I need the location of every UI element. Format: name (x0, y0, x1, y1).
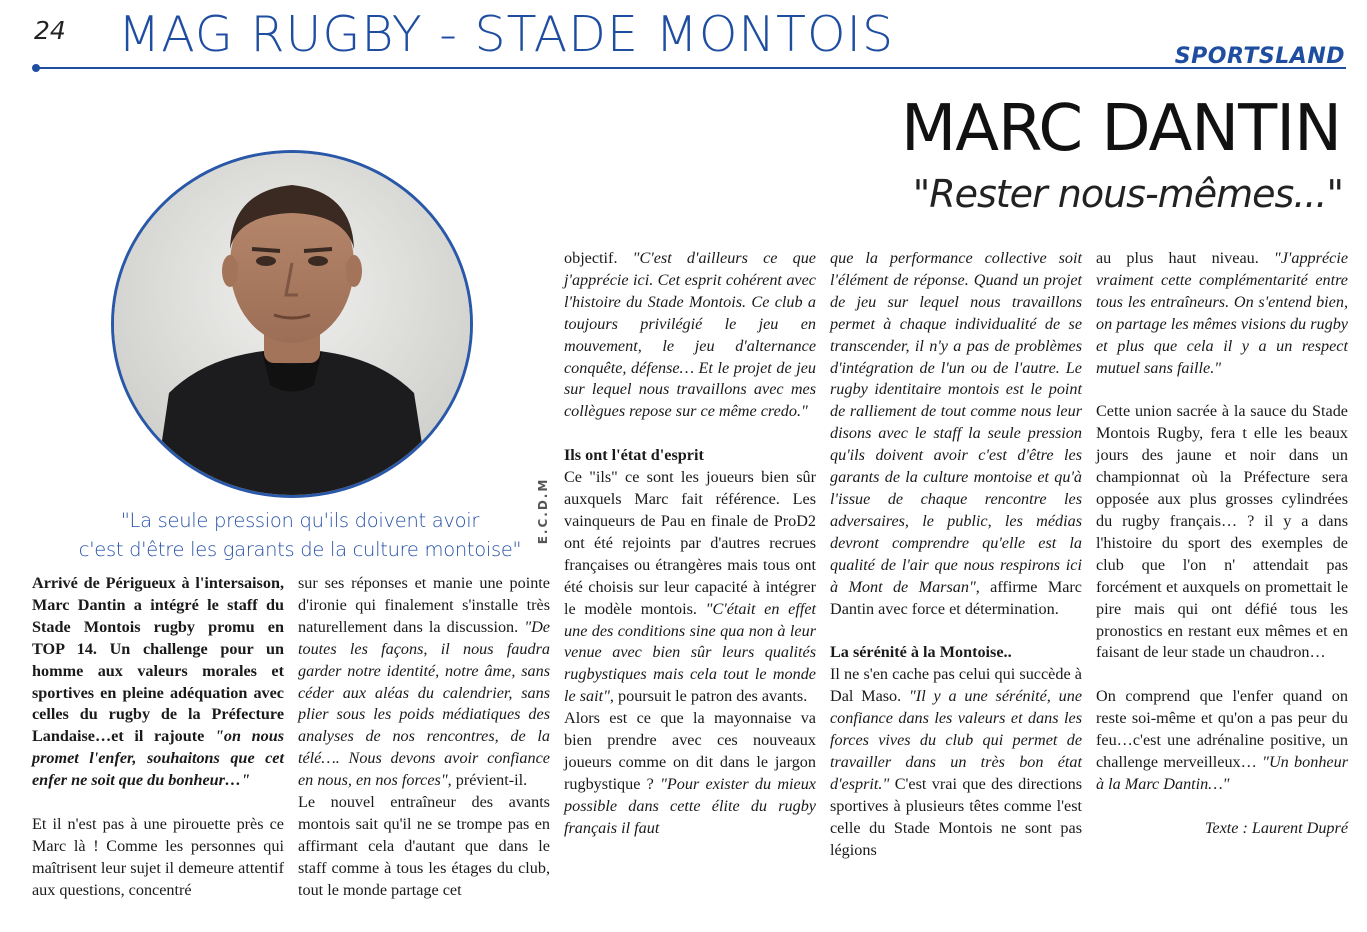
brand-logo: SPORTSLAND (1174, 44, 1345, 69)
pull-quote-line-2: c'est d'être les garants de la culture montoise" (78, 538, 522, 561)
quote-run: que la performance collective soit l'élément de réponse. Quand un projet de jeu sur lequel nous travaillons permet à chaque individualité de se transcender, il n'y a pas de problèmes d'intégration de l'un ou de l'autre. Le rugby identitaire montois est le point de ralliement de tout comme nous leur disons avec le staff la seule pression qu'ils doivent avoir c'est d'être les garants de la culture montoise et qu'à l'issue de chaque rencontre les adversaires, le public, les médias devront comprendre qu'elle est la qualité de l'air que nous respirons ici à Mont de Marsan" (830, 249, 1082, 596)
paragraph: Cette union sacrée à la sauce du Stade Montois Rugby, fera t elle les beaux jours des jaune et noir dans un championnat où la Préfecture sera opposée aux plus grosses cylindrées du rugby français… ? il y a dans l'histoire du sport des exemples de club que l'on n' attendait pas forcément et auxquels on promettait le pire mais qui ont défié tous les pronostics en restant eux mêmes et en faisant de leur stade un chaudron… (1096, 402, 1348, 662)
paragraph: Et il n'est pas à une pirouette près ce Marc là ! Comme les personnes qui maîtrisent leur sujet il demeure attentif aux questions, concentré (32, 815, 284, 899)
article-column-4 (830, 248, 1082, 861)
article-column-5 (1096, 248, 1348, 840)
section-heading: La sérénité à la Montoise.. (830, 643, 1012, 662)
page-number: 24 (34, 16, 66, 45)
magazine-title: MAG RUGBY - STADE MONTOIS (118, 6, 895, 63)
quote-run: "Il y a une sérénité, une confiance dans les valeurs et dans les forces vives du club qui permet de travailler dans un très bon état d'esprit." (830, 687, 1083, 793)
header-rule (36, 67, 1346, 69)
article-column-1 (32, 573, 284, 902)
text-run: Alors est ce que la mayonnaise va bien prendre avec ces nouveaux joueurs comme on dit dans le jargon rugbystique ? (564, 709, 816, 793)
paragraph (830, 248, 1082, 620)
quote-run: "De toutes les façons, il nous faudra garder notre identité, notre âme, sans céder aux aléas du calendrier, sans plier sous les poids médiatiques des analyses de nos rencontres, de la télé…. Nous devons avoir confiance en nous, en nos forces" (298, 617, 550, 790)
text-run: C'est vrai que des directions sportives à plusieurs têtes comme l'est celle du Stade Montois ne sont pas légions (830, 774, 1082, 859)
photo-credit (532, 470, 552, 560)
paragraph (564, 467, 816, 708)
text-run: Ce "ils" ce sont les joueurs bien sûr auxquels Marc fait référence. Les vainqueurs de Pau en finale de ProD2 ont été rejoints par d'autres recrues françaises ou étrangères mais tous ont été choisis sur leur capacité à intégrer le modèle montois. (564, 468, 816, 618)
text-run: , affirme Marc Dantin avec force et détermination. (830, 577, 1082, 618)
article-subtitle: "Rester nous-mêmes..." (912, 172, 1343, 216)
section-heading: Ils ont l'état d'esprit (564, 446, 704, 465)
quote-run: "Pour exister du mieux possible dans cette élite du rugby français il faut (564, 774, 816, 837)
text-run: , poursuit le patron des avants. (609, 687, 808, 706)
paragraph (1096, 686, 1348, 796)
paragraph (1096, 248, 1348, 379)
intro-quote: "on nous promet l'enfer, souhaitons que cet enfer ne soit que du bonheur…" (32, 727, 284, 790)
intro-paragraph (32, 573, 284, 792)
text-run: au plus haut niveau. (1096, 249, 1274, 267)
text-run: Il ne s'en cache pas celui qui succède à Dal Maso. (830, 665, 1082, 706)
paragraph: Le nouvel entraîneur des avants montois sait qu'il ne se trompe pas en affirmant cela d'autant que dans le staff comme à tous les étages du club, tout le monde partage cet (298, 793, 550, 899)
intro-lead: Arrivé de Périgueux à l'intersaison, Marc Dantin a intégré le staff du Stade Montois rugby promu en TOP 14. Un challenge pour un homme aux valeurs morales et sportives en pleine adéquation avec celles du rugby de la Préfecture Landaise…et il rajoute (32, 574, 284, 746)
article-column-2 (298, 573, 550, 902)
text-run: On comprend que l'enfer quand on reste soi-même et qu'on a pas peur du feu…c'est une adrénaline positive, un challenge merveilleux… (1096, 687, 1348, 772)
quote-run: "C'était en effet une des conditions sine qua non à leur venue avec bien sûr leurs qualités rugbystiques mais cela tout le monde le sait" (564, 599, 817, 706)
paragraph (830, 664, 1082, 861)
portrait-frame (111, 150, 473, 498)
quote-run: "C'est d'ailleurs ce que j'apprécie ici. Cet esprit cohérent avec l'histoire du Stade Montois. Ce club a toujours privilégié le jeu en mouvement, le jeu d'alternance conquête, défense… Et le projet de jeu sur lequel nous travaillons avec mes collègues repose sur ce même credo." (564, 249, 816, 421)
article-column-3 (564, 248, 816, 840)
paragraph (564, 248, 816, 423)
text-run: objectif. (564, 249, 633, 267)
quote-run: "Un bonheur à la Marc Dantin…" (1096, 753, 1348, 793)
quote-run: "J'apprécie vraiment cette complémentarité entre tous les entraîneurs. On s'entend bien, on partage les mêmes visions du rugby et plus que cela il y a un respect mutuel sans faille." (1096, 249, 1348, 377)
portrait-photo (111, 150, 473, 498)
paragraph (564, 708, 816, 839)
paragraph (298, 573, 550, 792)
photo-credit-text: E.C.D.M (536, 477, 550, 545)
text-run: , prévient-il. (447, 771, 528, 790)
article-title: MARC DANTIN (901, 92, 1341, 166)
text-run: sur ses réponses et manie une pointe d'ironie qui finalement s'installe très naturellement dans la discussion. (298, 574, 550, 636)
byline: Texte : Laurent Dupré (1204, 818, 1348, 837)
pull-quote-line-1: "La seule pression qu'ils doivent avoir (120, 509, 480, 532)
pull-quote (40, 506, 560, 564)
